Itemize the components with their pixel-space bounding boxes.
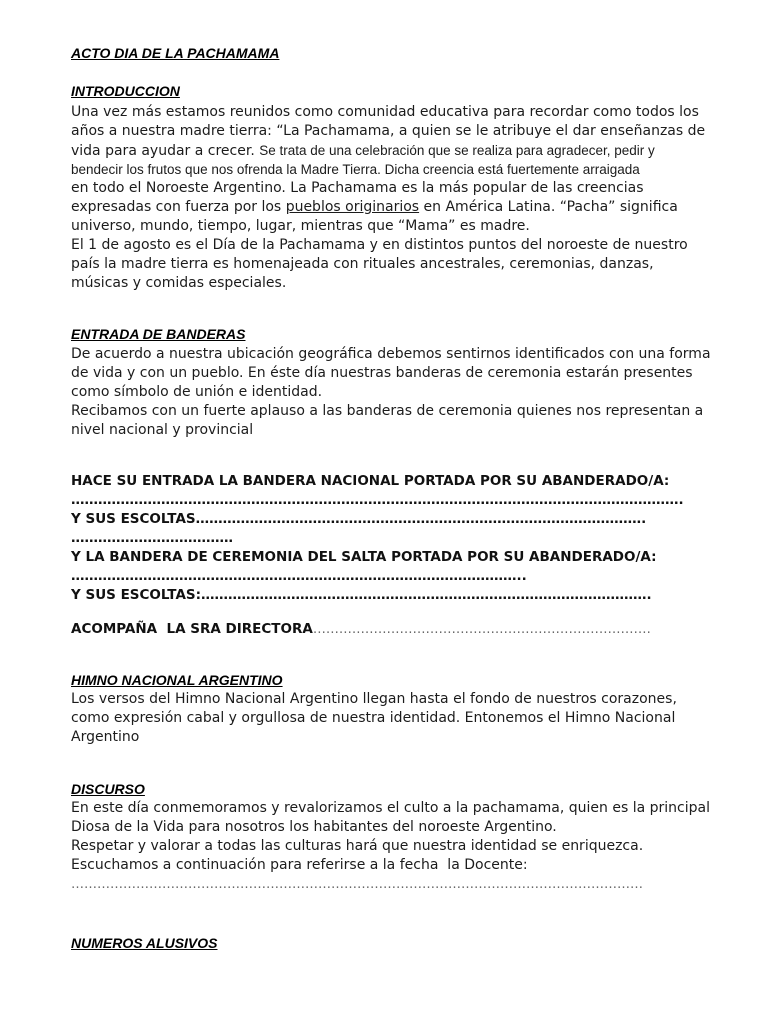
- text-line: [71, 160, 705, 179]
- text-line: [71, 620, 651, 639]
- text-line: años a nuestra madre tierra: “La Pachamama, a quien se le atribuye el dar enseñanzas de: [71, 123, 706, 139]
- fill-line: ……………………………………………………………………………………………………………………….: [71, 492, 684, 508]
- paragraph-himno: [71, 690, 677, 747]
- section-heading-entrada: ENTRADA DE BANDERAS: [71, 326, 246, 342]
- acompana-label: ACOMPAÑA LA SRA DIRECTORA: [71, 621, 313, 637]
- section-heading-introduccion: INTRODUCCION: [71, 83, 180, 99]
- text-line: músicas y comidas especiales.: [71, 275, 287, 291]
- text-line: [71, 141, 705, 160]
- text-line: en todo el Noroeste Argentino. La Pachamama es la más popular de las creencias: [71, 180, 644, 196]
- text-line: En este día conmemoramos y revalorizamos el culto a la pachamama, quien es la principal: [71, 800, 710, 816]
- text-line: Escuchamos a continuación para referirse a la fecha la Docente:: [71, 857, 528, 873]
- acompana-line: [71, 620, 651, 639]
- text-line: Diosa de la Vida para nosotros los habitantes del noroeste Argentino.: [71, 819, 557, 835]
- text-line: Los versos del Himno Nacional Argentino llegan hasta el fondo de nuestros corazones,: [71, 691, 677, 707]
- text-line: Respetar y valorar a todas las culturas hará que nuestra identidad se enriquezca.: [71, 838, 644, 854]
- text-line: Argentino: [71, 729, 140, 745]
- fill-line: ………………………………………………………………………………………..: [71, 568, 527, 584]
- text-line: El 1 de agosto es el Día de la Pachamama y en distintos puntos del noroeste de nuestro: [71, 237, 688, 253]
- section-heading-discurso: DISCURSO: [71, 781, 145, 797]
- text-line: universo, mundo, tiempo, lugar, mientras que “Mama” es madre.: [71, 218, 530, 234]
- paragraph-introduccion: [71, 103, 705, 293]
- pueblos-originarios-link[interactable]: pueblos originarios: [285, 199, 420, 215]
- bold-line: Y LA BANDERA DE CEREMONIA DEL SALTA PORTADA POR SU ABANDERADO/A:: [71, 549, 657, 565]
- paragraph-entrada: [71, 345, 711, 440]
- abanderados-block: [71, 472, 684, 605]
- text-line: nivel nacional y provincial: [71, 422, 254, 438]
- text-line: [71, 198, 705, 217]
- section-heading-numeros: NUMEROS ALUSIVOS: [71, 935, 218, 951]
- text-line: como símbolo de unión e identidad.: [71, 384, 323, 400]
- text-span: expresadas con fuerza por los: [71, 199, 286, 215]
- paragraph-discurso: [71, 799, 710, 894]
- text-line: Una vez más estamos reunidos como comunidad educativa para recordar como todos los: [71, 104, 699, 120]
- fill-dots: ……………………………………………………………………………………………………………………: [71, 877, 643, 892]
- text-line: de vida y con un pueblo. En éste día nuestras banderas de ceremonia estarán presentes: [71, 365, 693, 381]
- fill-line: ………………………………: [71, 530, 233, 546]
- text-span-condensed: Se trata de una celebración que se realiza para agradecer, pedir y: [259, 143, 655, 158]
- bold-line: Y SUS ESCOLTAS:……………………………………………………………………………………….: [71, 587, 652, 603]
- bold-line: HACE SU ENTRADA LA BANDERA NACIONAL PORTADA POR SU ABANDERADO/A:: [71, 473, 670, 489]
- text-span: en América Latina. “Pacha” significa: [419, 199, 678, 215]
- document-title: ACTO DIA DE LA PACHAMAMA: [71, 45, 280, 61]
- bold-line: Y SUS ESCOLTAS……………………………………………………………………………………….: [71, 511, 647, 527]
- text-line: como expresión cabal y orgullosa de nuestra identidad. Entonemos el Himno Nacional: [71, 710, 676, 726]
- text-line: país la madre tierra es homenajeada con rituales ancestrales, ceremonias, danzas,: [71, 256, 654, 272]
- text-line: De acuerdo a nuestra ubicación geográfica debemos sentirnos identificados con una forma: [71, 346, 711, 362]
- text-line: Recibamos con un fuerte aplauso a las banderas de ceremonia quienes nos representan a: [71, 403, 704, 419]
- section-heading-himno: HIMNO NACIONAL ARGENTINO: [71, 672, 283, 688]
- fill-dots: ……………………………………………………………………: [312, 622, 651, 637]
- text-span-condensed: bendecir los frutos que nos ofrenda la Madre Tierra. Dicha creencia está fuertemente arraigada: [71, 162, 640, 177]
- text-span: vida para ayudar a crecer.: [71, 143, 260, 159]
